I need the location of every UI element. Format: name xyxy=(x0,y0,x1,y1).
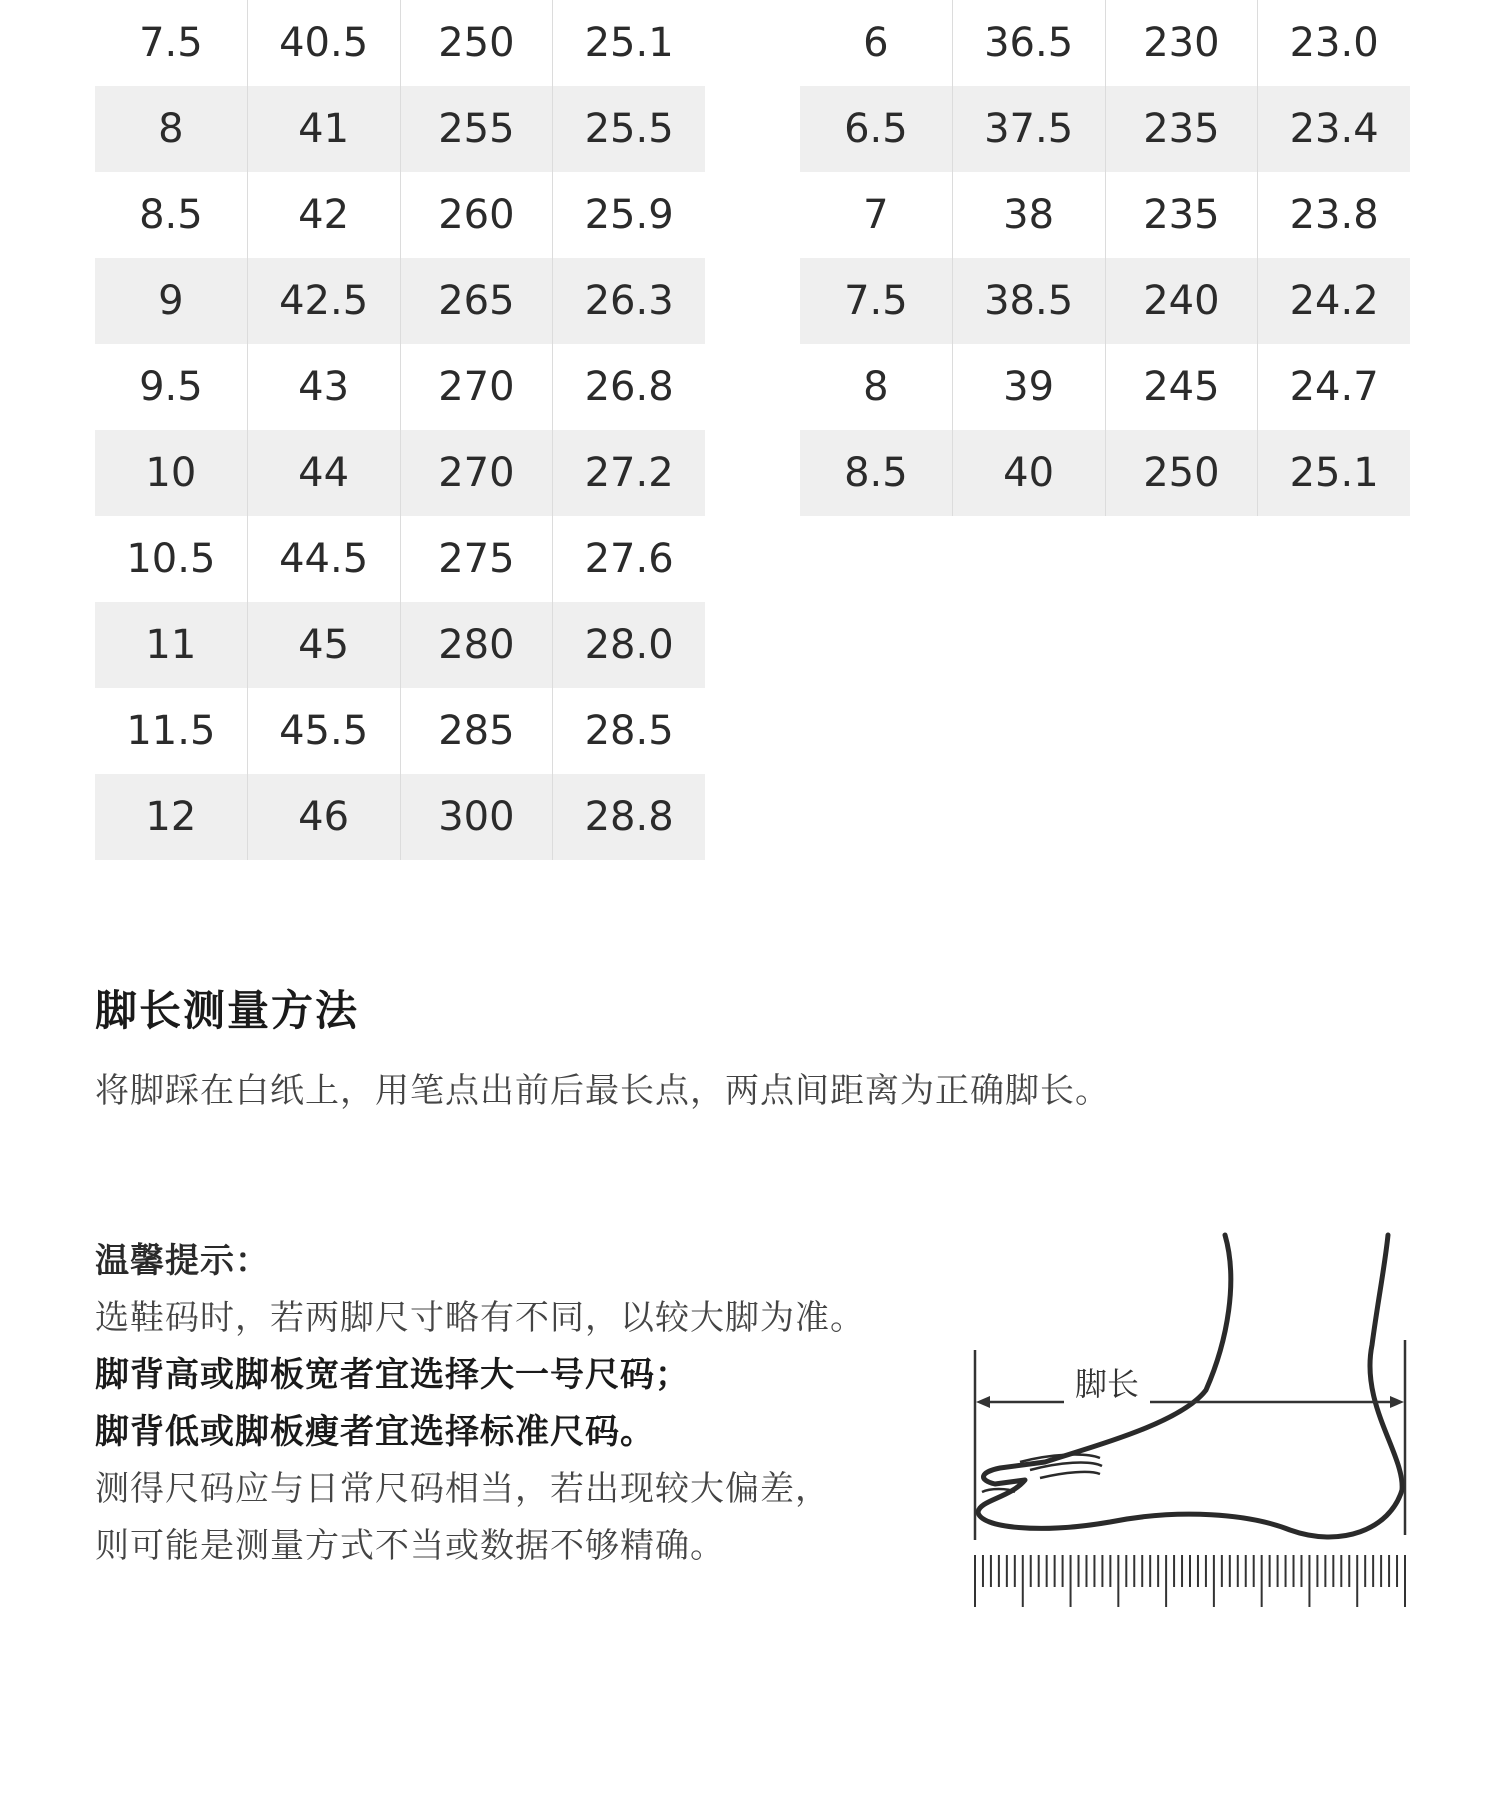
table-row xyxy=(95,172,705,258)
table-row xyxy=(800,344,1410,430)
table-cell: 250 xyxy=(1105,430,1258,516)
table-cell: 12 xyxy=(145,794,197,840)
table-cell: 245 xyxy=(1105,344,1258,430)
table-cell: 230 xyxy=(1105,0,1258,86)
table-row xyxy=(95,688,705,774)
table-cell: 36.5 xyxy=(952,0,1105,86)
table-cell: 285 xyxy=(400,688,553,774)
table-cell: 23.8 xyxy=(1257,172,1410,258)
table-cell: 38 xyxy=(952,172,1105,258)
table-cell: 25.1 xyxy=(552,0,705,86)
table-row xyxy=(95,258,705,344)
table-cell: 9 xyxy=(158,278,184,324)
table-cell: 28.5 xyxy=(552,688,705,774)
table-row xyxy=(95,86,705,172)
table-cell: 44.5 xyxy=(247,516,400,602)
table-cell: 43 xyxy=(247,344,400,430)
tip-line-3: 脚背低或脚板瘦者宜选择标准尺码。 xyxy=(95,1412,655,1452)
table-cell: 250 xyxy=(400,0,553,86)
section-description: 将脚踩在白纸上，用笔点出前后最长点，两点间距离为正确脚长。 xyxy=(95,1071,1110,1111)
table-cell: 270 xyxy=(400,344,553,430)
table-cell: 9.5 xyxy=(139,364,203,410)
table-cell: 8 xyxy=(863,364,889,410)
table-row xyxy=(800,86,1410,172)
table-cell: 11 xyxy=(145,622,197,668)
foot-illustration-icon xyxy=(960,1230,1420,1630)
size-table-left xyxy=(95,0,705,860)
size-table-right xyxy=(800,0,1410,516)
table-cell: 235 xyxy=(1105,172,1258,258)
table-cell: 25.1 xyxy=(1257,430,1410,516)
table-cell: 27.2 xyxy=(552,430,705,516)
tips-block xyxy=(95,1233,865,1575)
table-cell: 28.8 xyxy=(552,774,705,860)
table-cell: 300 xyxy=(400,774,553,860)
table-cell: 270 xyxy=(400,430,553,516)
table-row xyxy=(95,0,705,86)
table-cell: 26.8 xyxy=(552,344,705,430)
tips-heading: 温馨提示： xyxy=(95,1241,270,1281)
foot-measure-diagram xyxy=(960,1230,1420,1634)
table-cell: 25.5 xyxy=(552,86,705,172)
table-cell: 7 xyxy=(863,192,889,238)
table-cell: 24.2 xyxy=(1257,258,1410,344)
table-cell: 46 xyxy=(247,774,400,860)
table-cell: 42.5 xyxy=(247,258,400,344)
table-cell: 240 xyxy=(1105,258,1258,344)
table-cell: 37.5 xyxy=(952,86,1105,172)
toe-line-3 xyxy=(1040,1472,1100,1478)
table-cell: 25.9 xyxy=(552,172,705,258)
arrow-right-head xyxy=(1390,1396,1404,1408)
table-cell: 24.7 xyxy=(1257,344,1410,430)
arrow-left-head xyxy=(976,1396,990,1408)
table-cell: 23.0 xyxy=(1257,0,1410,86)
table-row xyxy=(800,0,1410,86)
foot-length-label: 脚长 xyxy=(1074,1365,1140,1403)
ruler xyxy=(975,1555,1405,1607)
foot-outline xyxy=(978,1235,1402,1537)
table-cell: 23.4 xyxy=(1257,86,1410,172)
table-cell: 41 xyxy=(247,86,400,172)
table-cell: 6 xyxy=(863,20,889,66)
table-cell: 235 xyxy=(1105,86,1258,172)
table-cell: 45.5 xyxy=(247,688,400,774)
table-row xyxy=(800,258,1410,344)
table-cell: 39 xyxy=(952,344,1105,430)
table-cell: 44 xyxy=(247,430,400,516)
table-cell: 10 xyxy=(145,450,197,496)
tip-line-4: 测得尺码应与日常尺码相当，若出现较大偏差， xyxy=(95,1469,830,1509)
table-row xyxy=(95,774,705,860)
table-row xyxy=(95,344,705,430)
section-title: 脚长测量方法 xyxy=(95,986,360,1035)
table-cell: 280 xyxy=(400,602,553,688)
table-cell: 6.5 xyxy=(844,106,908,152)
table-cell: 42 xyxy=(247,172,400,258)
table-cell: 8.5 xyxy=(139,192,203,238)
table-cell: 27.6 xyxy=(552,516,705,602)
table-cell: 265 xyxy=(400,258,553,344)
table-row xyxy=(95,602,705,688)
table-cell: 40 xyxy=(952,430,1105,516)
tip-line-5: 则可能是测量方式不当或数据不够精确。 xyxy=(95,1526,725,1566)
table-cell: 28.0 xyxy=(552,602,705,688)
table-cell: 26.3 xyxy=(552,258,705,344)
table-cell: 7.5 xyxy=(844,278,908,324)
table-cell: 10.5 xyxy=(126,536,216,582)
table-cell: 7.5 xyxy=(139,20,203,66)
tip-line-2: 脚背高或脚板宽者宜选择大一号尺码； xyxy=(95,1355,690,1395)
table-row xyxy=(800,430,1410,516)
table-row xyxy=(800,172,1410,258)
table-cell: 40.5 xyxy=(247,0,400,86)
table-row xyxy=(95,516,705,602)
table-cell: 8 xyxy=(158,106,184,152)
table-row xyxy=(95,430,705,516)
table-cell: 45 xyxy=(247,602,400,688)
table-cell: 11.5 xyxy=(126,708,216,754)
table-cell: 260 xyxy=(400,172,553,258)
table-cell: 38.5 xyxy=(952,258,1105,344)
table-cell: 275 xyxy=(400,516,553,602)
table-cell: 8.5 xyxy=(844,450,908,496)
table-cell: 255 xyxy=(400,86,553,172)
tip-line-1: 选鞋码时，若两脚尺寸略有不同，以较大脚为准。 xyxy=(95,1298,865,1338)
